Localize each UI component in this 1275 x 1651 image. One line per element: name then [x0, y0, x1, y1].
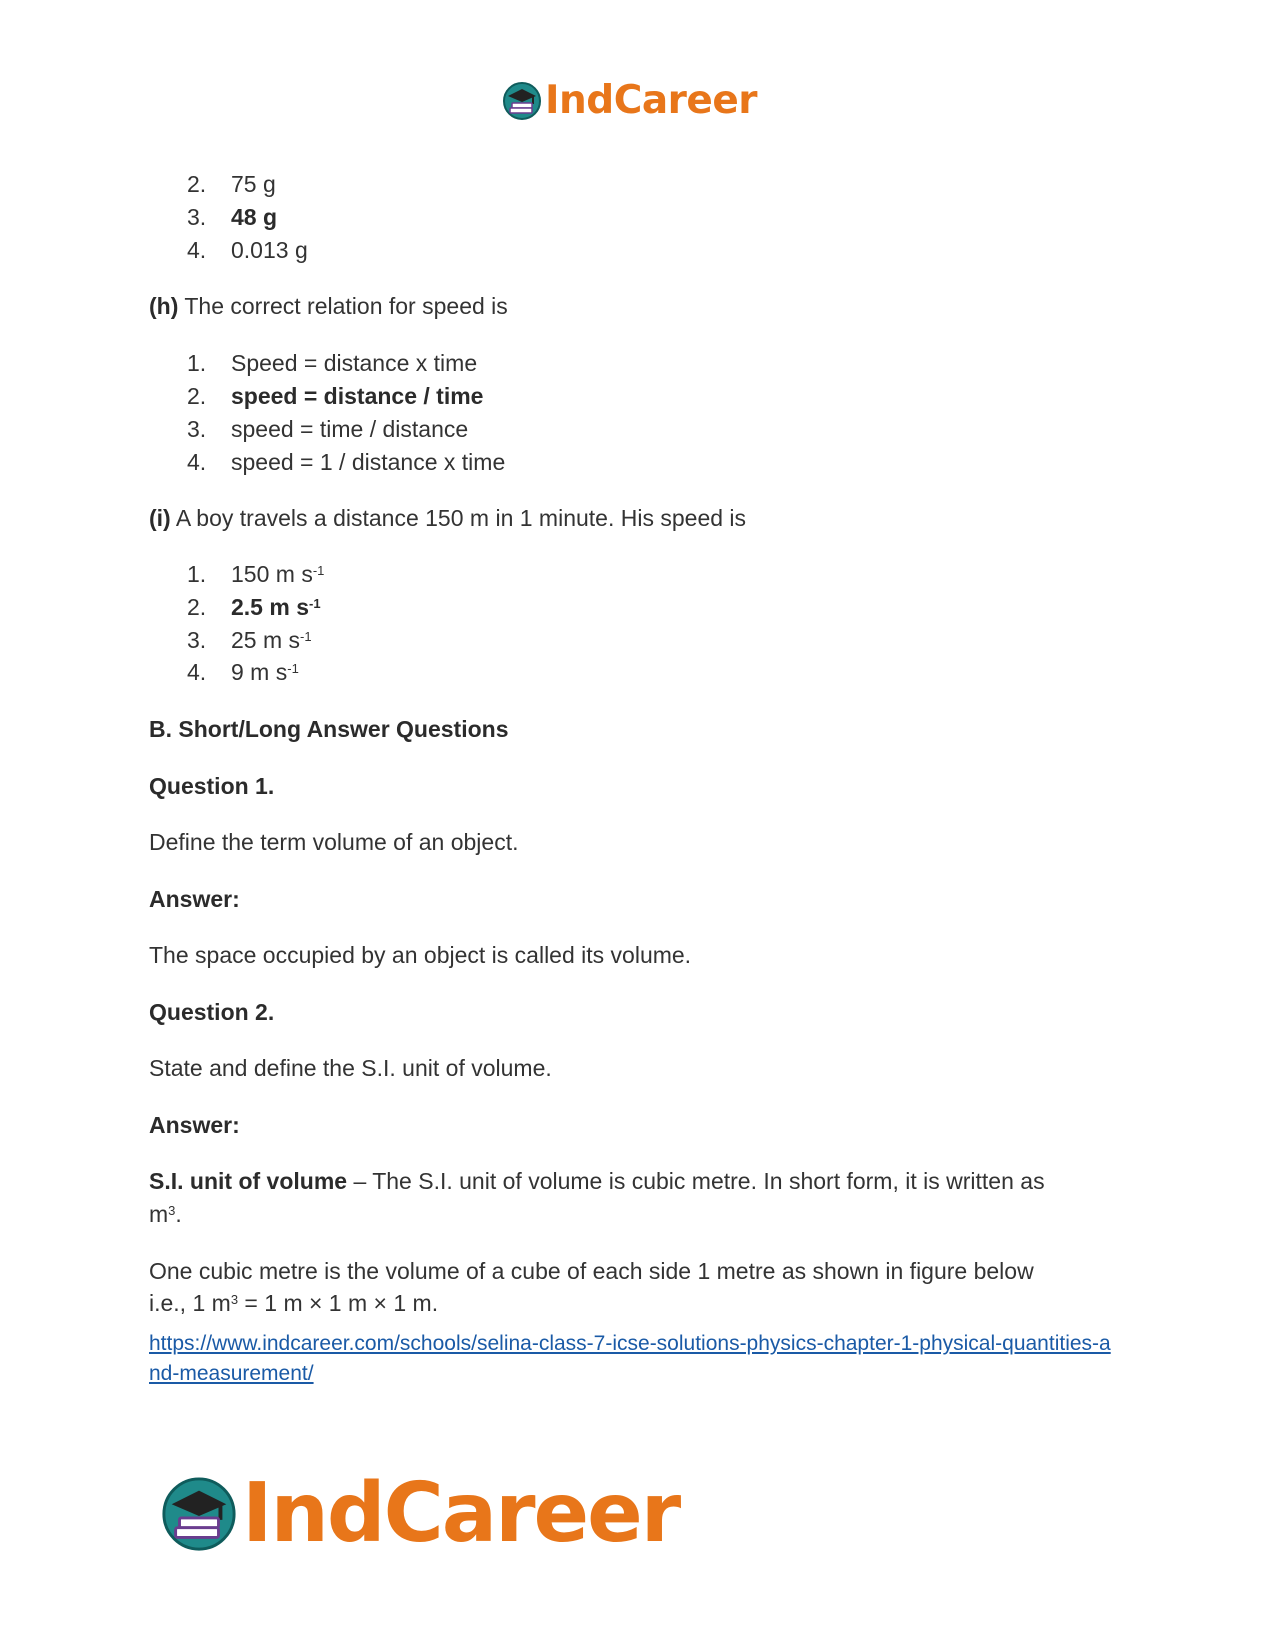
list-item: 4. speed = 1 / distance x time — [187, 449, 506, 475]
graduation-book-icon — [502, 81, 542, 121]
brand-logo-footer — [160, 1466, 679, 1561]
list-item: 2. speed = distance / time — [187, 383, 484, 409]
question-h: (h) The correct relation for speed is — [149, 293, 508, 319]
list-item: 3. 25 m $s^{-1}$ — [187, 627, 312, 653]
list-item: 4. 0.013 g — [187, 237, 308, 263]
list-item: 2. 75 g — [187, 171, 276, 197]
list-item: 4. 9 m $s^{-1}$ — [187, 659, 299, 685]
correct-answer: 2.5 m $s^{-1}$ — [231, 594, 321, 620]
answer-paragraph-continued: i.e., 1 $m^3 = 1$ m × 1 m × 1 m. — [149, 1290, 439, 1316]
question-text: State and define the S.I. unit of volume. — [149, 1055, 552, 1081]
list-item: 1. 150 m $s^{-1}$ — [187, 561, 325, 587]
answer-text: S.I. unit of volume – The S.I. unit of volume is cubic metre. In short form, it is written as — [149, 1168, 1045, 1194]
answer-paragraph: One cubic metre is the volume of a cube of each side 1 metre as shown in figure below — [149, 1258, 1034, 1284]
list-item: 3. speed = time / distance — [187, 416, 469, 442]
source-link[interactable]: https://www.indcareer.com/schools/selina-class-7-icse-solutions-physics-chapter-1-physical-quantities-and-measurement/ — [149, 1332, 1111, 1385]
brand-logo-header — [502, 78, 757, 123]
correct-answer: 48 g — [231, 204, 278, 230]
brand-name: IndCareer — [545, 78, 757, 123]
list-item: 2. 2.5 m $s^{-1}$ — [187, 594, 321, 620]
answer-label: Answer: — [149, 1112, 240, 1138]
brand-name: IndCareer — [242, 1466, 680, 1561]
answer-label: Answer: — [149, 886, 240, 912]
question-i: (i) A boy travels a distance 150 m in 1 minute. His speed is — [149, 505, 747, 531]
correct-answer: speed = distance / time — [231, 383, 484, 409]
question-heading: Question 1. — [149, 773, 275, 799]
question-text: Define the term volume of an object. — [149, 829, 519, 855]
question-heading: Question 2. — [149, 999, 275, 1025]
graduation-book-icon — [160, 1475, 238, 1553]
answer-text-continued: $m^3$. — [149, 1201, 182, 1227]
list-item: 3. 48 g — [187, 204, 278, 230]
answer-text: The space occupied by an object is called its volume. — [149, 942, 692, 968]
section-heading: B. Short/Long Answer Questions — [149, 716, 509, 742]
list-item: 1. Speed = distance x time — [187, 350, 478, 376]
